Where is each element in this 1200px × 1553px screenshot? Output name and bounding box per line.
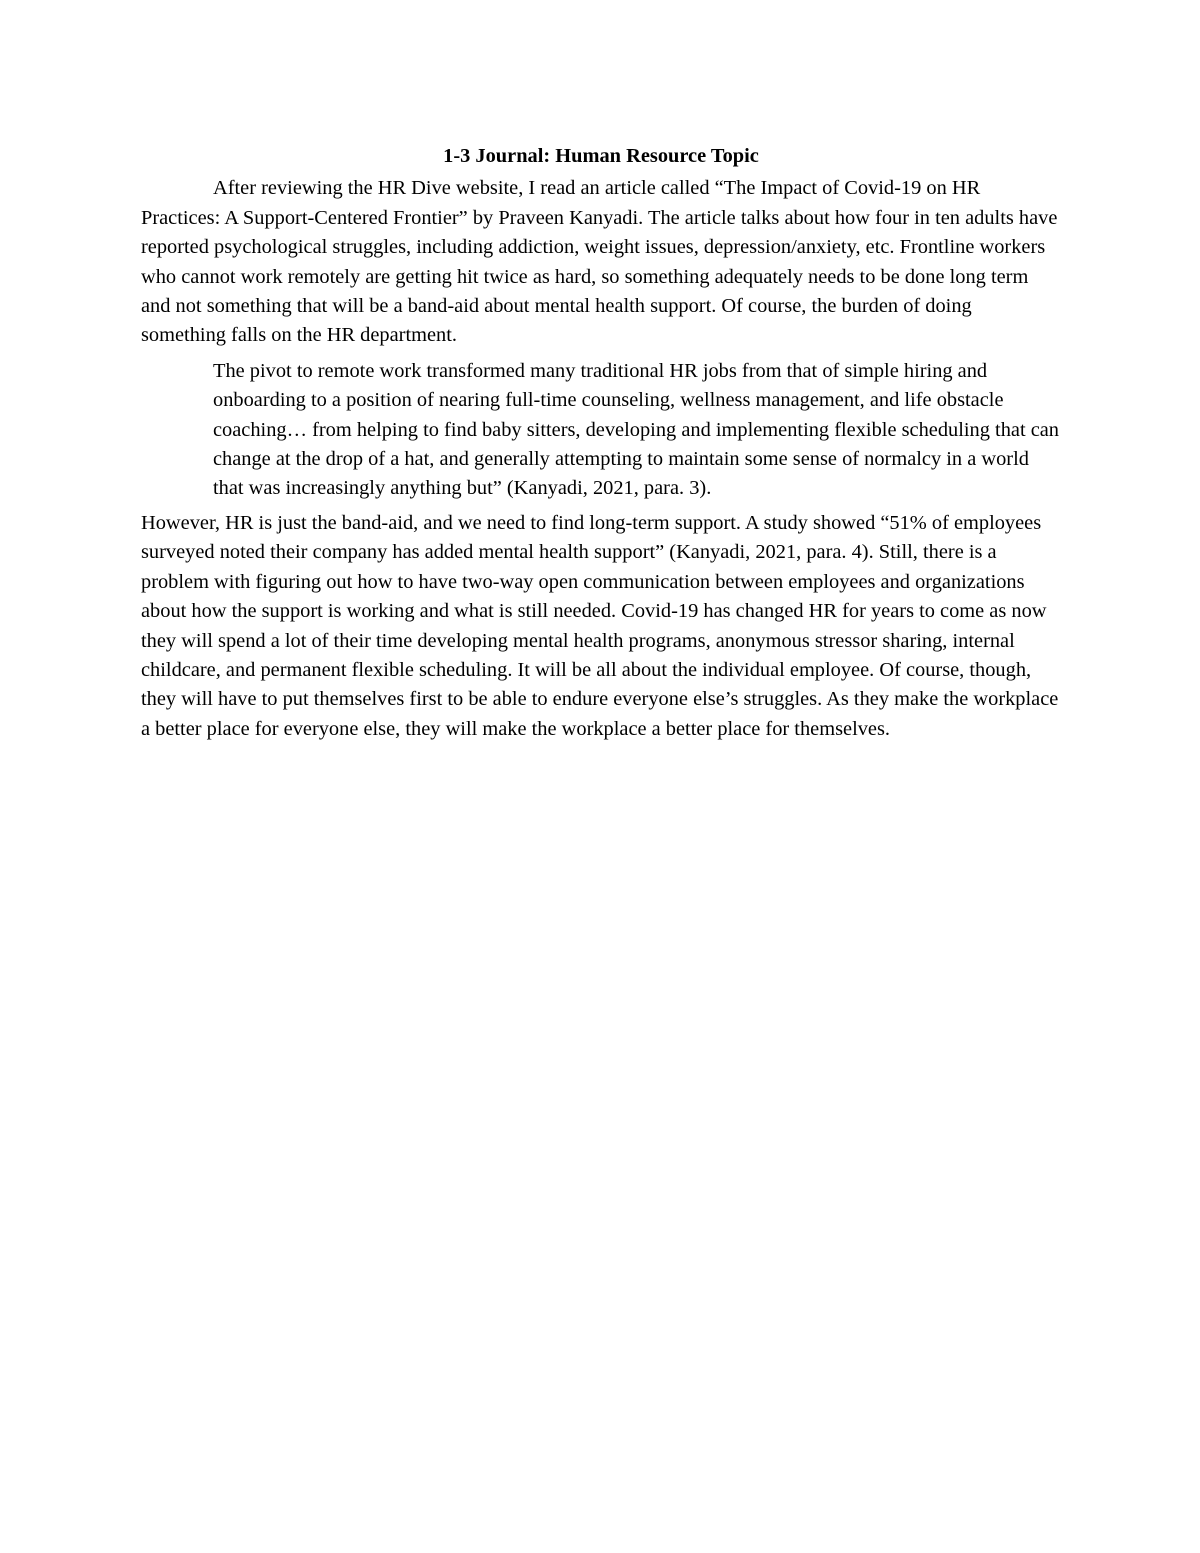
intro-paragraph: After reviewing the HR Dive website, I read an article called “The Impact of Covid-19 on HR Practices: A Support-Centered Frontier” by Praveen Kanyadi. The article talks about how four in ten adults have reported psychological struggles, including addiction, weight issues, depression/anxiety, etc. Frontline workers who cannot work remotely are getting hit twice as hard, so something adequately needs to be done long term and not something that will be a band-aid about mental health support. Of course, the burden of doing something falls on the HR department. — [141, 177, 1058, 347]
block-quote: The pivot to remote work transformed many traditional HR jobs from that of simple hiring and onboarding to a position of nearing full-time counseling, wellness management, and life obstacle coaching… from helping to find baby sitters, developing and implementing flexible scheduling that can change at the drop of a hat, and generally attempting to maintain some sense of normalcy in a world that was increasingly anything but” (Kanyadi, 2021, para. 3). — [213, 359, 1060, 500]
conclusion-paragraph: However, HR is just the band-aid, and we need to find long-term support. A study showed “51% of employees surveyed noted their company has added mental health support” (Kanyadi, 2021, para. 4). Still, there is a problem with figuring out how to have two-way open communication between employees and organizations about how the support is working and what is still needed. Covid-19 has changed HR for years to come as now they will spend a lot of their time developing mental health programs, anonymous stressor sharing, internal childcare, and permanent flexible scheduling. It will be all about the individual employee. Of course, though, they will have to put themselves first to be able to endure everyone else’s struggles. As they make the workplace a better place for everyone else, they will make the workplace a better place for themselves. — [141, 511, 1059, 740]
document-body — [141, 142, 1061, 744]
document-title: 1-3 Journal: Human Resource Topic — [443, 145, 759, 167]
